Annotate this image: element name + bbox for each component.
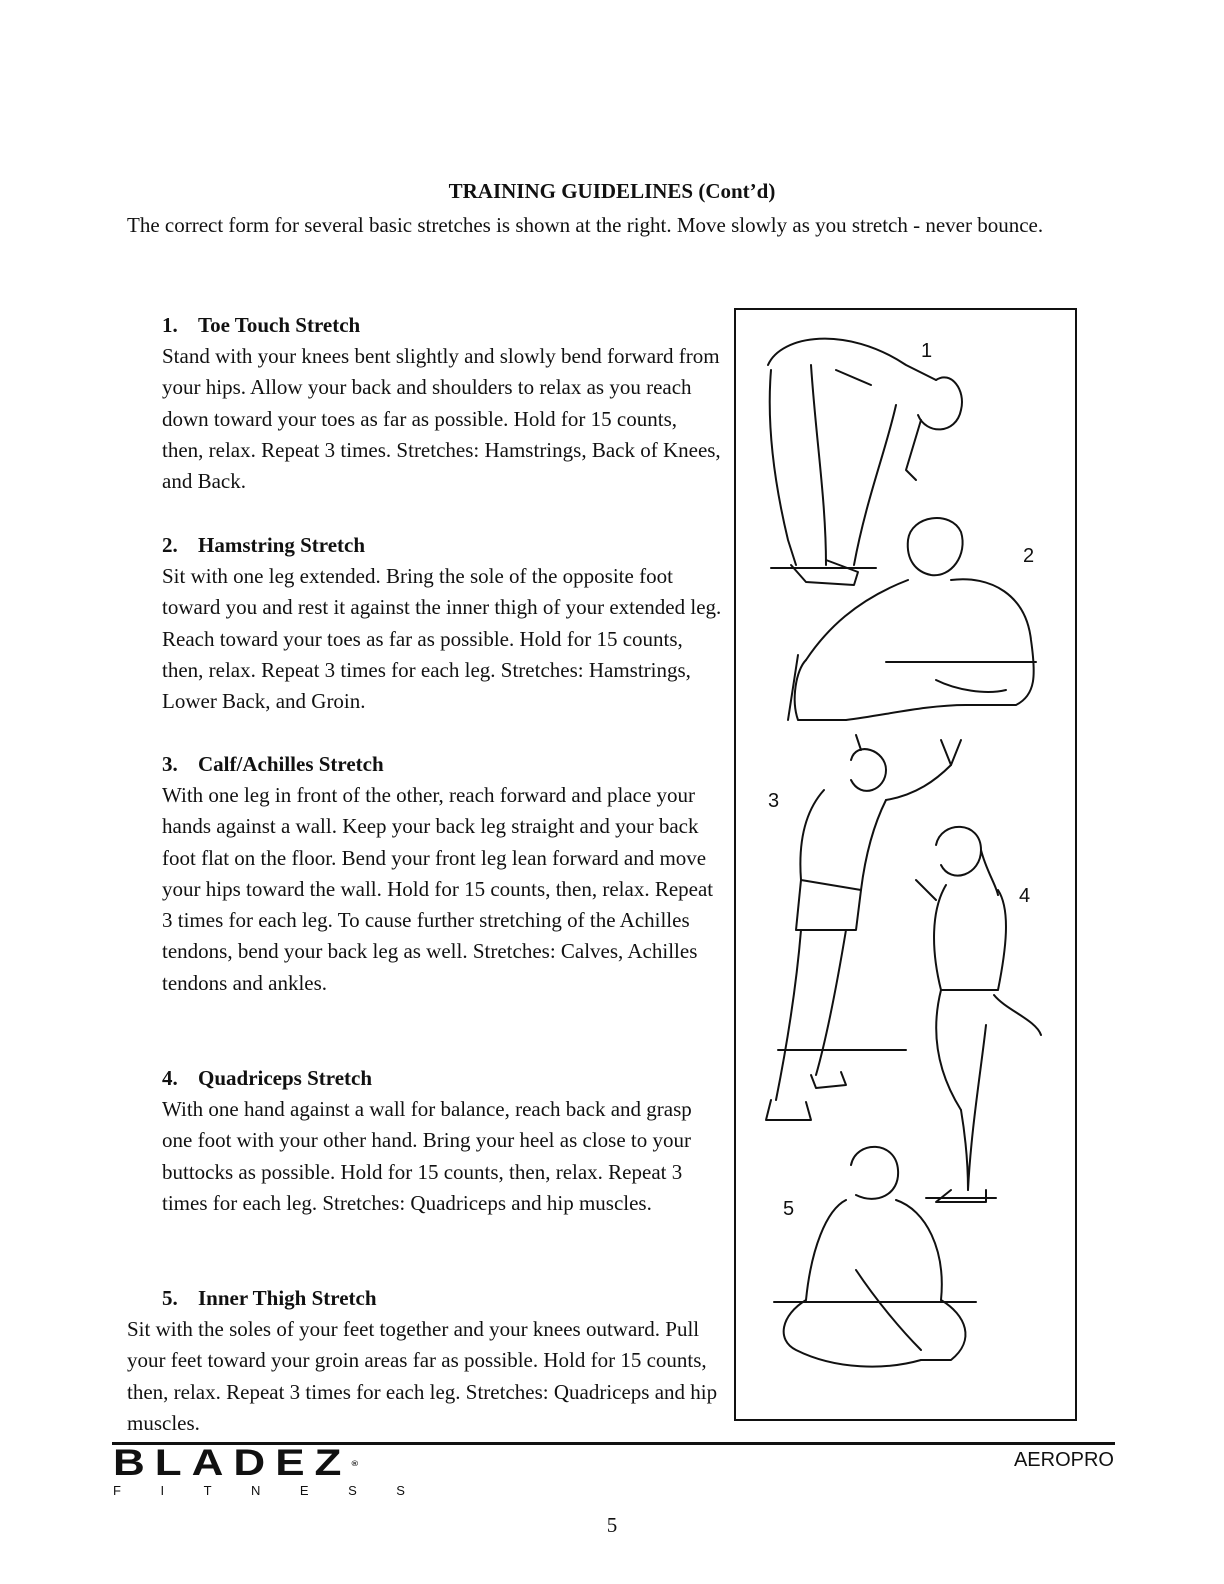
inner-thigh-figure bbox=[774, 1147, 976, 1367]
figure-label-1: 1 bbox=[921, 340, 933, 362]
section-number: 1. bbox=[162, 313, 178, 337]
intro-paragraph: The correct form for several basic stretches is shown at the right. Move slowly as you stretch - never bounce. bbox=[127, 213, 1044, 237]
section-number: 4. bbox=[162, 1066, 178, 1090]
section-heading bbox=[127, 1283, 727, 1314]
stretch-section-quadriceps bbox=[162, 1063, 722, 1219]
section-body: Sit with one leg extended. Bring the sole of the opposite foot toward you and rest it against the inner thigh of your extended leg. Reach toward your toes as far as possible. Hold for 15 counts, then, relax. Repeat 3 times for each leg. Stretches: Hamstrings, Lower Back, and Groin. bbox=[162, 564, 722, 714]
section-number: 2. bbox=[162, 533, 178, 557]
section-number: 3. bbox=[162, 752, 178, 776]
stretch-illustrations-panel bbox=[734, 308, 1077, 1421]
section-heading bbox=[162, 749, 722, 780]
figure-label-3: 3 bbox=[768, 790, 780, 812]
calf-achilles-figure bbox=[766, 735, 961, 1120]
section-title: Quadriceps Stretch bbox=[198, 1066, 373, 1090]
stretch-section-calf-achilles bbox=[162, 749, 722, 999]
toe-touch-figure bbox=[768, 339, 962, 585]
figure-label-5: 5 bbox=[783, 1198, 795, 1220]
section-title: Toe Touch Stretch bbox=[198, 313, 361, 337]
bladez-fitness-logo bbox=[113, 1442, 413, 1498]
section-title: Inner Thigh Stretch bbox=[198, 1286, 377, 1310]
figure-label-4: 4 bbox=[1019, 885, 1031, 907]
section-body: With one leg in front of the other, reach forward and place your hands against a wall. Keep your back leg straight and your back foot flat on the floor. Bend your front leg lean forward and move your hips toward the wall. Hold for 15 counts, then, relax. Repeat 3 times for each leg. To cause further stretching of the Achilles tendons, bend your back leg as well. Stretches: Calves, Achilles tendons and ankles. bbox=[162, 783, 714, 995]
page-title: TRAINING GUIDELINES (Cont’d) bbox=[448, 179, 776, 203]
section-heading bbox=[162, 1063, 722, 1094]
section-title: Calf/Achilles Stretch bbox=[198, 752, 384, 776]
model-name: AEROPRO bbox=[1013, 1449, 1114, 1471]
section-body: Sit with the soles of your feet together and your knees outward. Pull your feet toward your groin areas far as possible. Hold for 15 counts, then, relax. Repeat 3 times for each leg. Stretches: Quadriceps and hip muscles. bbox=[127, 1317, 718, 1435]
section-title: Hamstring Stretch bbox=[198, 533, 366, 557]
stretch-section-toe-touch bbox=[162, 310, 722, 497]
quadriceps-figure bbox=[916, 827, 1041, 1202]
logo-subtitle: F I T N E S S bbox=[113, 1483, 405, 1498]
section-heading bbox=[162, 310, 722, 341]
section-body: With one hand against a wall for balance, reach back and grasp one foot with your other hand. Bring your heel as close to your buttocks as possible. Hold for 15 counts, then, relax. Repeat 3 times for each leg. Stretches: Quadriceps and hip muscles. bbox=[162, 1097, 692, 1215]
section-heading bbox=[162, 530, 722, 561]
page-number: 5 bbox=[606, 1513, 618, 1537]
stretch-section-hamstring bbox=[162, 530, 722, 717]
figure-label-2: 2 bbox=[1023, 545, 1035, 567]
stretch-section-inner-thigh bbox=[127, 1283, 727, 1439]
section-number: 5. bbox=[162, 1286, 178, 1310]
logo-wordmark: BLADEZ® bbox=[113, 1442, 359, 1484]
section-body: Stand with your knees bent slightly and slowly bend forward from your hips. Allow your back and shoulders to relax as you reach down toward your toes as far as possible. Hold for 15 counts, then, relax. Repeat 3 times. Stretches: Hamstrings, Back of Knees, and Back. bbox=[162, 344, 721, 494]
